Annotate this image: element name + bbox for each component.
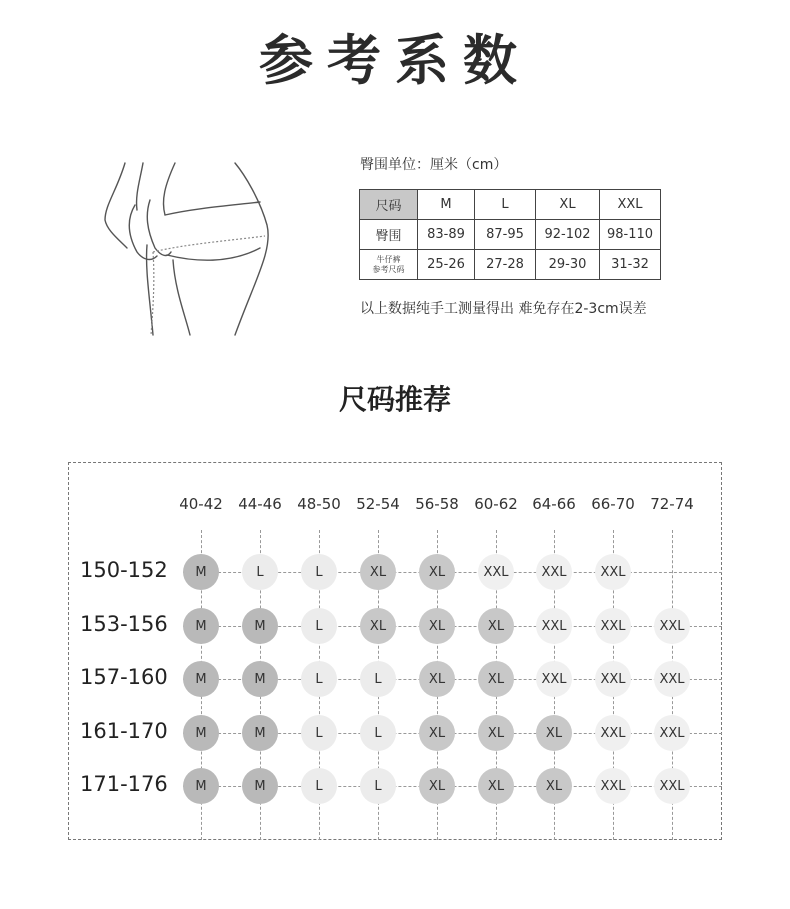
size-recommendation-cell: XXL (595, 768, 631, 804)
size-recommendation-cell: XXL (536, 608, 572, 644)
waist-column-label: 64-66 (532, 495, 576, 513)
size-cell: M (418, 190, 475, 220)
section-title: 尺码推荐 (338, 383, 451, 416)
size-recommendation-cell: M (183, 608, 219, 644)
height-row-label: 157-160 (80, 665, 168, 689)
jeans-value-cell: 27-28 (475, 250, 536, 280)
size-recommendation-cell: XL (478, 608, 514, 644)
measurement-note: 以上数据纯手工测量得出 难免存在2-3cm误差 (360, 301, 647, 317)
hip-value-cell: 83-89 (418, 220, 475, 250)
size-recommendation-cell: XL (478, 715, 514, 751)
size-recommendation-cell: L (242, 554, 278, 590)
size-header-cell: 尺码 (360, 190, 418, 220)
jeans-value-cell: 25-26 (418, 250, 475, 280)
waist-column-label: 48-50 (297, 495, 341, 513)
size-recommendation-cell: XL (478, 661, 514, 697)
hip-value-cell: 92-102 (536, 220, 600, 250)
size-recommendation-cell: L (360, 768, 396, 804)
size-recommendation-cell: XXL (654, 661, 690, 697)
size-recommendation-cell: XXL (654, 715, 690, 751)
waist-column-label: 66-70 (591, 495, 635, 513)
size-recommendation-cell: L (301, 661, 337, 697)
size-recommendation-cell: XL (360, 554, 396, 590)
hip-value-cell: 98-110 (600, 220, 661, 250)
jeans-value-cell: 31-32 (600, 250, 661, 280)
size-recommendation-cell: XXL (654, 608, 690, 644)
size-recommendation-cell: XXL (595, 715, 631, 751)
waist-column-label: 60-62 (474, 495, 518, 513)
size-recommendation-cell: XL (419, 554, 455, 590)
hip-value-cell: 87-95 (475, 220, 536, 250)
size-recommendation-cell: M (183, 661, 219, 697)
size-recommendation-cell: XL (419, 608, 455, 644)
size-recommendation-cell: L (360, 661, 396, 697)
size-cell: XXL (600, 190, 661, 220)
size-recommendation-cell: XXL (536, 554, 572, 590)
size-recommendation-cell: L (301, 768, 337, 804)
waist-column-label: 52-54 (356, 495, 400, 513)
size-recommendation-cell: M (242, 768, 278, 804)
height-row-label: 153-156 (80, 612, 168, 636)
size-recommendation-cell: L (301, 715, 337, 751)
hip-row-label: 臀围 (360, 220, 418, 250)
size-cell: L (475, 190, 536, 220)
size-recommendation-cell: XL (536, 715, 572, 751)
size-recommendation-cell: M (242, 715, 278, 751)
size-recommendation-cell: XXL (595, 661, 631, 697)
waist-column-label: 72-74 (650, 495, 694, 513)
height-row-label: 171-176 (80, 772, 168, 796)
size-recommendation-cell: XXL (478, 554, 514, 590)
jeans-value-cell: 29-30 (536, 250, 600, 280)
jeans-label-line1: 牛仔裤 (376, 254, 401, 264)
height-row-label: 150-152 (80, 558, 168, 582)
size-recommendation-cell: XXL (654, 768, 690, 804)
size-recommendation-cell: XXL (595, 554, 631, 590)
size-recommendation-cell: XL (419, 661, 455, 697)
size-recommendation-cell: L (360, 715, 396, 751)
size-recommendation-cell: XL (419, 768, 455, 804)
page-title: 参考系数 (259, 29, 531, 92)
size-recommendation-cell: M (242, 608, 278, 644)
size-recommendation-cell: XL (360, 608, 396, 644)
size-recommendation-cell: L (301, 554, 337, 590)
jeans-label-line2: 参考尺码 (372, 264, 405, 274)
size-recommendation-cell: XXL (536, 661, 572, 697)
size-cell: XL (536, 190, 600, 220)
size-recommendation-cell: M (183, 768, 219, 804)
size-recommendation-cell: XL (536, 768, 572, 804)
waist-column-label: 40-42 (179, 495, 223, 513)
size-recommendation-cell: L (301, 608, 337, 644)
size-recommendation-cell: M (183, 554, 219, 590)
size-recommendation-cell: M (242, 661, 278, 697)
waist-column-label: 44-46 (238, 495, 282, 513)
unit-label: 臀围单位：厘米（cm） (360, 157, 508, 173)
size-recommendation-cell: XL (478, 768, 514, 804)
size-recommendation-cell: M (183, 715, 219, 751)
size-recommendation-cell: XL (419, 715, 455, 751)
height-row-label: 161-170 (80, 719, 168, 743)
waist-column-label: 56-58 (415, 495, 459, 513)
size-recommendation-cell: XXL (595, 608, 631, 644)
